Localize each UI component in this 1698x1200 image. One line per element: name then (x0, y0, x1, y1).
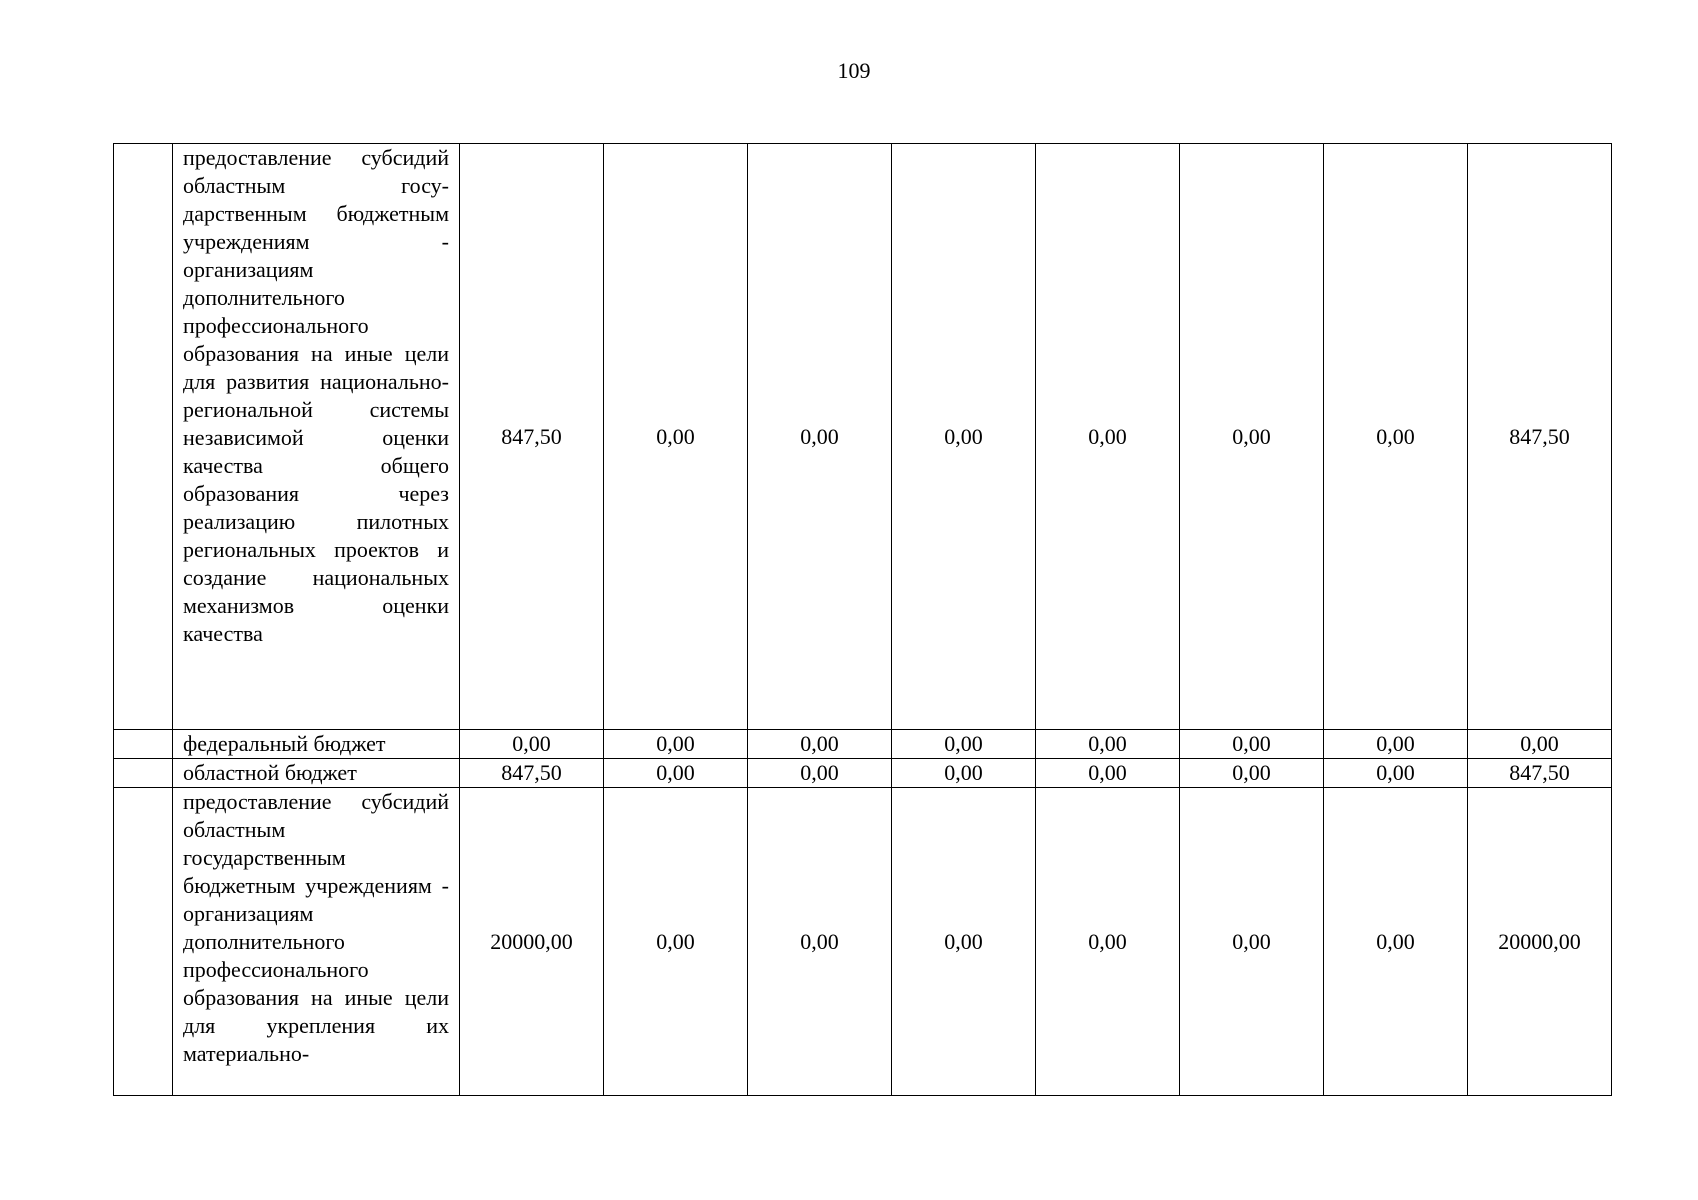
table-row (114, 730, 1612, 759)
value-cell: 0,00 (748, 788, 892, 1096)
page-number: 109 (837, 58, 871, 83)
row-number-cell (114, 730, 173, 759)
value-cell: 0,00 (1036, 788, 1180, 1096)
description-text: предоставление субсидий областным государственным бюджетным учреждениям - организациям дополнительного профессионального образования на иные цели для укрепления их материально- (183, 789, 449, 1066)
description-cell: областной бюджет (173, 759, 460, 788)
description-cell: федеральный бюджет (173, 730, 460, 759)
value-cell: 0,00 (748, 144, 892, 730)
value-cell: 0,00 (1036, 759, 1180, 788)
row-number-cell (114, 788, 173, 1096)
value-cell: 0,00 (892, 730, 1036, 759)
value-cell: 0,00 (604, 759, 748, 788)
value-cell: 0,00 (1036, 144, 1180, 730)
value-cell: 0,00 (1180, 730, 1324, 759)
value-cell: 0,00 (1180, 144, 1324, 730)
value-cell: 0,00 (604, 730, 748, 759)
table-row (114, 144, 1612, 730)
row-number-cell (114, 759, 173, 788)
row-number-cell (114, 144, 173, 730)
total-cell: 847,50 (1468, 759, 1612, 788)
value-cell: 0,00 (460, 730, 604, 759)
value-cell: 847,50 (460, 759, 604, 788)
table-row (114, 788, 1612, 1096)
value-cell: 0,00 (1324, 730, 1468, 759)
value-cell: 0,00 (748, 759, 892, 788)
description-cell (173, 788, 460, 1096)
table-row (114, 759, 1612, 788)
description-cell (173, 144, 460, 730)
total-cell: 0,00 (1468, 730, 1612, 759)
value-cell: 20000,00 (460, 788, 604, 1096)
value-cell: 0,00 (604, 144, 748, 730)
value-cell: 0,00 (1324, 144, 1468, 730)
value-cell: 0,00 (1036, 730, 1180, 759)
value-cell: 0,00 (1180, 788, 1324, 1096)
value-cell: 847,50 (460, 144, 604, 730)
value-cell: 0,00 (892, 759, 1036, 788)
value-cell: 0,00 (1324, 788, 1468, 1096)
value-cell: 0,00 (604, 788, 748, 1096)
description-text: предоставление субсидий областным государственным бюджетным учреждениям - организациям дополнительного профессионального образования на иные цели для развития национально-региональной системы независимой оценки качества общего образования через реализацию пилотных региональных проектов и создание национальных механизмов оценки качества (183, 145, 449, 646)
value-cell: 0,00 (748, 730, 892, 759)
value-cell: 0,00 (892, 788, 1036, 1096)
value-cell: 0,00 (892, 144, 1036, 730)
value-cell: 0,00 (1324, 759, 1468, 788)
budget-table (113, 143, 1612, 1096)
total-cell: 847,50 (1468, 144, 1612, 730)
value-cell: 0,00 (1180, 759, 1324, 788)
total-cell: 20000,00 (1468, 788, 1612, 1096)
